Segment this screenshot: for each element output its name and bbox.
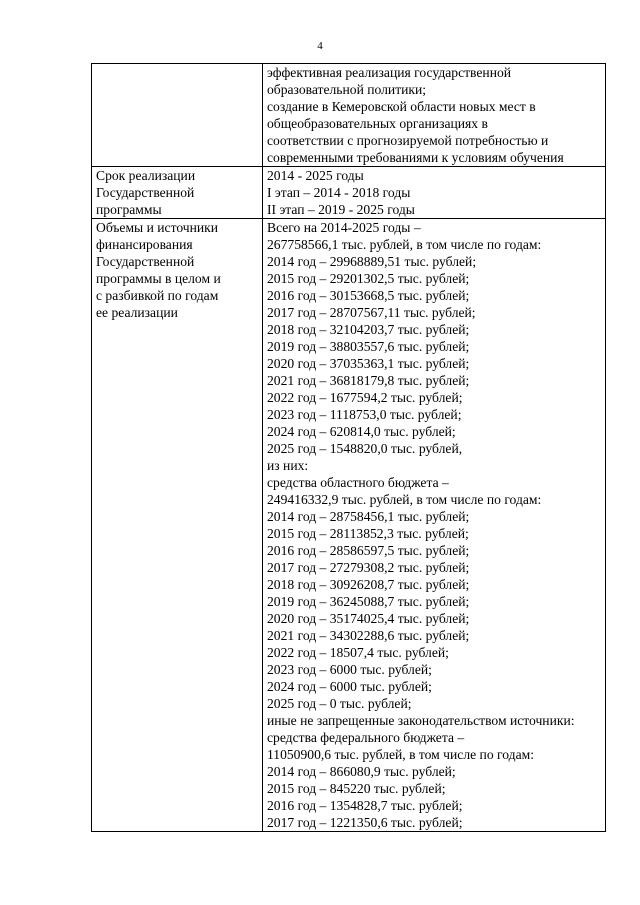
content-line: создание в Кемеровской области новых мест в (267, 99, 536, 114)
content-line: 2017 год – 1221350,6 тыс. рублей; (267, 815, 463, 830)
content-line: соответствии с прогнозируемой потребностью и (267, 133, 549, 148)
content-line: 267758566,1 тыс. рублей, в том числе по годам: (267, 237, 542, 252)
content-line: 2021 год – 36818179,8 тыс. рублей; (267, 373, 470, 388)
content-line: 2017 год – 27279308,2 тыс. рублей; (267, 560, 470, 575)
table-row (92, 64, 606, 167)
content-line: 2015 год – 28113852,3 тыс. рублей; (267, 526, 469, 541)
content-line: 2014 - 2025 годы (267, 168, 364, 183)
content-line: 2024 год – 620814,0 тыс. рублей; (267, 424, 456, 439)
content-line: 2022 год – 1677594,2 тыс. рублей; (267, 390, 463, 405)
content-line: средства областного бюджета – (267, 475, 449, 490)
content-line: 2023 год – 1118753,0 тыс. рублей; (267, 407, 462, 422)
label-line: Срок реализации (96, 168, 196, 183)
content-line: 2014 год – 29968889,51 тыс. рублей; (267, 254, 477, 269)
label-line: Государственной (96, 254, 195, 269)
content-line: современными требованиями к условиям обучения (267, 150, 564, 165)
content-line: иные не запрещенные законодательством источники: (267, 713, 575, 728)
label-line: с разбивкой по годам (96, 288, 219, 303)
row-label-cell (92, 219, 263, 832)
program-passport-table (91, 63, 606, 832)
content-line: 2022 год – 18507,4 тыс. рублей; (267, 645, 449, 660)
content-line: 2025 год – 1548820,0 тыс. рублей, (267, 441, 463, 456)
label-line: программы в целом и (96, 271, 221, 286)
content-line: 2014 год – 28758456,1 тыс. рублей; (267, 509, 470, 524)
label-line: ее реализации (96, 305, 178, 320)
label-line: Государственной (96, 185, 195, 200)
content-line: 2025 год – 0 тыс. рублей; (267, 696, 412, 711)
table-row (92, 167, 606, 219)
content-line: 2016 год – 28586597,5 тыс. рублей; (267, 543, 470, 558)
content-line: 2024 год – 6000 тыс. рублей; (267, 679, 432, 694)
table-row (92, 219, 606, 832)
row-content-cell (263, 167, 606, 219)
row-label-cell (92, 167, 263, 219)
label-line: программы (96, 202, 162, 217)
content-line: II этап – 2019 - 2025 годы (267, 202, 415, 217)
row-label-cell (92, 64, 263, 167)
content-line: 2015 год – 845220 тыс. рублей; (267, 781, 446, 796)
content-line: 249416332,9 тыс. рублей, в том числе по годам: (267, 492, 542, 507)
content-line: 2023 год – 6000 тыс. рублей; (267, 662, 432, 677)
content-line: 2020 год – 35174025,4 тыс. рублей; (267, 611, 470, 626)
row-content-cell (263, 219, 606, 832)
content-line: образовательной политики; (267, 82, 427, 97)
label-line: финансирования (96, 237, 193, 252)
content-line: 2017 год – 28707567,11 тыс. рублей; (267, 305, 476, 320)
content-line: 2014 год – 866080,9 тыс. рублей; (267, 764, 456, 779)
content-line: 2016 год – 30153668,5 тыс. рублей; (267, 288, 470, 303)
content-line: 11050900,6 тыс. рублей, в том числе по годам: (267, 747, 534, 762)
content-line: 2019 год – 36245088,7 тыс. рублей; (267, 594, 470, 609)
content-line: эффективная реализация государственной (267, 65, 512, 80)
content-line: 2018 год – 32104203,7 тыс. рублей; (267, 322, 470, 337)
content-line: 2020 год – 37035363,1 тыс. рублей; (267, 356, 470, 371)
page-number: 4 (317, 40, 323, 52)
content-line: 2018 год – 30926208,7 тыс. рублей; (267, 577, 470, 592)
content-line: 2016 год – 1354828,7 тыс. рублей; (267, 798, 463, 813)
content-line: 2021 год – 34302288,6 тыс. рублей; (267, 628, 470, 643)
content-line: средства федерального бюджета – (267, 730, 465, 745)
label-line: Объемы и источники (96, 220, 219, 235)
content-line: 2019 год – 38803557,6 тыс. рублей; (267, 339, 470, 354)
row-content-cell (263, 64, 606, 167)
content-line: общеобразовательных организациях в (267, 116, 488, 131)
content-line: I этап – 2014 - 2018 годы (267, 185, 411, 200)
content-line: Всего на 2014-2025 годы – (267, 220, 421, 235)
content-line: 2015 год – 29201302,5 тыс. рублей; (267, 271, 470, 286)
content-line: из них: (267, 458, 309, 473)
